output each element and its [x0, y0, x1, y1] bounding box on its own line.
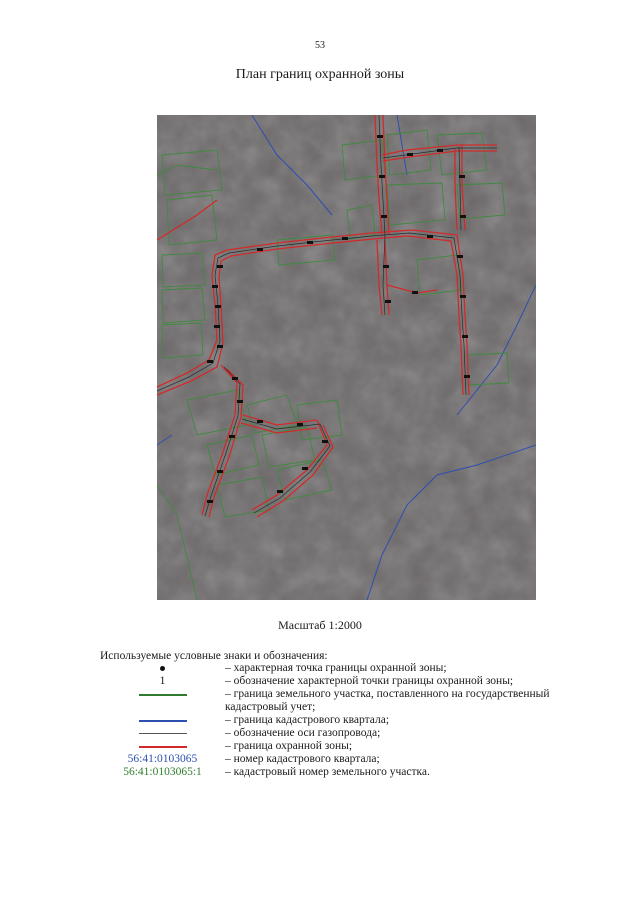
legend [100, 662, 600, 779]
green-line-icon [139, 694, 187, 696]
protection-zone-map[interactable] [157, 115, 536, 600]
legend-label: – граница земельного участка, поставленного на государственный кадастровый учет; [225, 688, 550, 713]
legend-label: – граница охранной зоны; [225, 740, 353, 752]
legend-item-parcel-number [100, 766, 600, 779]
legend-label: – номер кадастрового квартала; [225, 753, 380, 765]
legend-item-quarter-number [100, 753, 600, 766]
quarter-number-sample: 56:41:0103065 [127, 753, 198, 765]
page-number: 53 [315, 40, 325, 51]
map-drawing [157, 115, 536, 600]
boundary-point-icon [160, 666, 165, 671]
legend-item-parcel-boundary [100, 688, 600, 714]
red-line-icon [139, 746, 187, 748]
legend-item-point-number [100, 675, 600, 688]
legend-label: – обозначение оси газопровода; [225, 727, 381, 739]
legend-item-pipeline-axis [100, 727, 600, 740]
map-scale: Масштаб 1:2000 [278, 618, 362, 632]
gray-line-icon [139, 733, 187, 734]
page-title: План границ охранной зоны [235, 67, 405, 82]
legend-item-boundary-point [100, 662, 600, 675]
aerial-photo-texture [157, 115, 536, 600]
legend-item-zone-boundary [100, 740, 600, 753]
parcel-number-sample: 56:41:0103065:1 [123, 766, 202, 778]
legend-label: – кадастровый номер земельного участка. [225, 766, 430, 778]
legend-label: – граница кадастрового квартала; [225, 714, 390, 726]
blue-line-icon [139, 720, 187, 722]
legend-label: – характерная точка границы охранной зоны; [225, 662, 447, 674]
legend-heading: Используемые условные знаки и обозначения: [100, 650, 328, 662]
legend-label: – обозначение характерной точки границы охранной зоны; [225, 675, 514, 687]
legend-item-quarter-boundary [100, 714, 600, 727]
point-number-symbol: 1 [159, 675, 166, 687]
